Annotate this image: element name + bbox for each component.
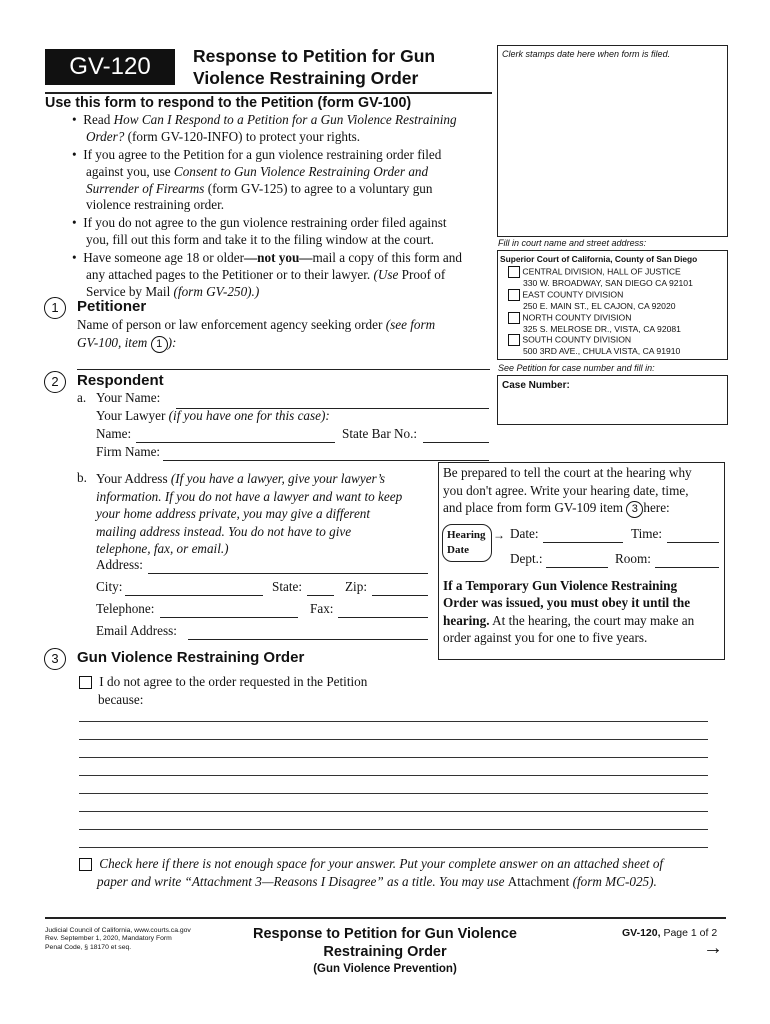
- hearing-room-field[interactable]: [655, 567, 719, 568]
- case-number-label: Case Number:: [502, 380, 570, 391]
- form-code-badge: GV-120: [45, 49, 175, 85]
- email-label: Email Address:: [96, 623, 177, 638]
- checkbox-south[interactable]: [508, 334, 520, 346]
- address-label: Address:: [96, 557, 143, 572]
- location-central[interactable]: CENTRAL DIVISION, HALL OF JUSTICE 330 W. BROADWAY, SAN DIEGO CA 92101: [508, 266, 727, 289]
- telephone-field[interactable]: [160, 617, 298, 618]
- city-field[interactable]: [125, 595, 263, 596]
- form-title-line1: Response to Petition for Gun: [193, 46, 436, 66]
- lawyer-name-label: Name:: [96, 426, 132, 441]
- location-north[interactable]: NORTH COUNTY DIVISION 325 S. MELROSE DR., VISTA, CA 92081: [508, 312, 727, 335]
- case-number-box[interactable]: [497, 375, 728, 425]
- fax-label: Fax:: [310, 601, 334, 616]
- hearing-date-field[interactable]: [543, 542, 623, 543]
- reason-line[interactable]: [79, 811, 708, 812]
- reason-line[interactable]: [79, 847, 708, 848]
- footer-citation: Judicial Council of California, www.courts.ca.gov Rev. September 1, 2020, Mandatory Form Penal Code, § 18170 et seq.: [45, 927, 191, 951]
- arrow-icon: →: [493, 528, 505, 542]
- court-name: Superior Court of California, County of San Diego: [500, 254, 698, 264]
- item-a-label: a.: [77, 390, 87, 405]
- firm-name-field[interactable]: [163, 460, 489, 461]
- court-box: [497, 250, 728, 360]
- section-3-title: Gun Violence Restraining Order: [77, 649, 305, 666]
- item-ref-3: 3: [626, 501, 643, 518]
- form-title: [193, 45, 435, 89]
- hearing-tag-line2: Date: [447, 544, 469, 556]
- section-2-title: Respondent: [77, 372, 164, 389]
- reason-line[interactable]: [79, 757, 708, 758]
- state-bar-field[interactable]: [423, 442, 489, 443]
- state-field[interactable]: [307, 595, 334, 596]
- petitioner-instructions: Name of person or law enforcement agency seeking order (see form GV-100, item 1 ):: [77, 316, 497, 353]
- location-east[interactable]: EAST COUNTY DIVISION 250 E. MAIN ST., EL CAJON, CA 92020: [508, 289, 727, 312]
- form-title-line2: Violence Restraining Order: [193, 68, 419, 88]
- disagree-text-line1: I do not agree to the order requested in the Petition: [99, 674, 368, 689]
- bullet-mail: • Have someone age 18 or older—not you—mail a copy of this form and any attached pages to the Petitioner or to their lawyer. (Use Proof of Service by Mail (form GV-250).): [72, 250, 462, 299]
- court-label: Fill in court name and street address:: [498, 238, 647, 248]
- disagree-text-line2: because:: [98, 692, 144, 707]
- hearing-warning: If a Temporary Gun Violence Restraining Order was issued, you must obey it until the hearing. At the hearing, the court may make an order against you for one to five years.: [443, 578, 695, 646]
- address-field[interactable]: [148, 573, 428, 574]
- state-label: State:: [272, 579, 303, 594]
- hearing-time-field[interactable]: [667, 542, 719, 543]
- header-rule: [45, 92, 492, 94]
- case-hint: See Petition for case number and fill in:: [498, 363, 655, 373]
- attachment-text-line1: Check here if there is not enough space for your answer. Put your complete answer on an attached sheet of: [99, 856, 664, 871]
- attachment-option: Check here if there is not enough space for your answer. Put your complete answer on an attached sheet of paper and write “Attachment 3—Reasons I Disagree” as a title. You may use Attachment (form MC-025).: [79, 855, 719, 891]
- section-1-title: Petitioner: [77, 298, 147, 315]
- your-name-label: Your Name:: [96, 390, 161, 405]
- email-field[interactable]: [188, 639, 428, 640]
- footer-title: Response to Petition for Gun Violence Restraining Order (Gun Violence Prevention): [253, 926, 517, 975]
- hearing-instructions: Be prepared to tell the court at the hearing why you don't agree. Write your hearing date, time, and place from form GV-109 item 3 here:: [443, 464, 725, 518]
- disagree-option: [79, 673, 367, 709]
- reason-line[interactable]: [79, 829, 708, 830]
- checkbox-central[interactable]: [508, 266, 520, 278]
- reason-line[interactable]: [79, 793, 708, 794]
- section-1-number: 1: [44, 297, 66, 319]
- bullet-agree: • If you agree to the Petition for a gun violence restraining order filed against you, use Consent to Gun Violence Restraining Order and Surrender of Firearms (form GV-125) to agree to a voluntary gun violence restraining order.: [72, 147, 442, 213]
- bullet-disagree: • If you do not agree to the gun violence restraining order filed against you, fill out this form and take it to the filing window at the court.: [72, 215, 447, 247]
- hearing-time-label: Time:: [631, 526, 663, 541]
- checkbox-north[interactable]: [508, 312, 520, 324]
- fax-field[interactable]: [338, 617, 428, 618]
- telephone-label: Telephone:: [96, 601, 155, 616]
- hearing-dept-field[interactable]: [546, 567, 608, 568]
- hearing-date-label: Date:: [510, 526, 539, 541]
- clerk-stamp-box: [497, 45, 728, 237]
- form-subtitle: Use this form to respond to the Petition (form GV-100): [45, 95, 412, 111]
- section-3-number: 3: [44, 648, 66, 670]
- lawyer-name-field[interactable]: [136, 442, 335, 443]
- footer-page: GV-120, Page 1 of 2: [622, 927, 718, 939]
- location-south[interactable]: SOUTH COUNTY DIVISION 500 3RD AVE., CHULA VISTA, CA 91910: [508, 334, 727, 357]
- item-b-label: b.: [77, 470, 87, 485]
- petitioner-name-line[interactable]: [77, 369, 490, 370]
- zip-label: Zip:: [345, 579, 367, 594]
- footer-rule: [45, 917, 726, 919]
- next-page-arrow-icon: →: [703, 937, 723, 959]
- zip-field[interactable]: [372, 595, 428, 596]
- hearing-room-label: Room:: [615, 551, 651, 566]
- your-lawyer-label: Your Lawyer (if you have one for this case):: [96, 408, 330, 423]
- bullet-read-info: • Read How Can I Respond to a Petition for a Gun Violence Restraining Order? (form GV-120-INFO) to protect your rights.: [72, 112, 457, 144]
- city-label: City:: [96, 579, 123, 594]
- attachment-checkbox[interactable]: [79, 858, 92, 871]
- hearing-dept-label: Dept.:: [510, 551, 543, 566]
- disagree-checkbox[interactable]: [79, 676, 92, 689]
- reason-line[interactable]: [79, 721, 708, 722]
- checkbox-east[interactable]: [508, 289, 520, 301]
- state-bar-label: State Bar No.:: [342, 426, 418, 441]
- your-address-instructions: Your Address (If you have a lawyer, give your lawyer’s information. If you do not have a lawyer and want to keep your home address private, you may give a different mailing address instead. You do not have to give telephone, fax, or email.): [96, 471, 403, 556]
- hearing-date-tag: [442, 524, 492, 562]
- reason-line[interactable]: [79, 775, 708, 776]
- item-ref-1: 1: [151, 336, 168, 353]
- hearing-tag-line1: Hearing: [447, 529, 486, 541]
- reason-line[interactable]: [79, 739, 708, 740]
- section-2-number: 2: [44, 371, 66, 393]
- firm-name-label: Firm Name:: [96, 444, 161, 459]
- clerk-stamp-label: Clerk stamps date here when form is filed.: [502, 49, 671, 59]
